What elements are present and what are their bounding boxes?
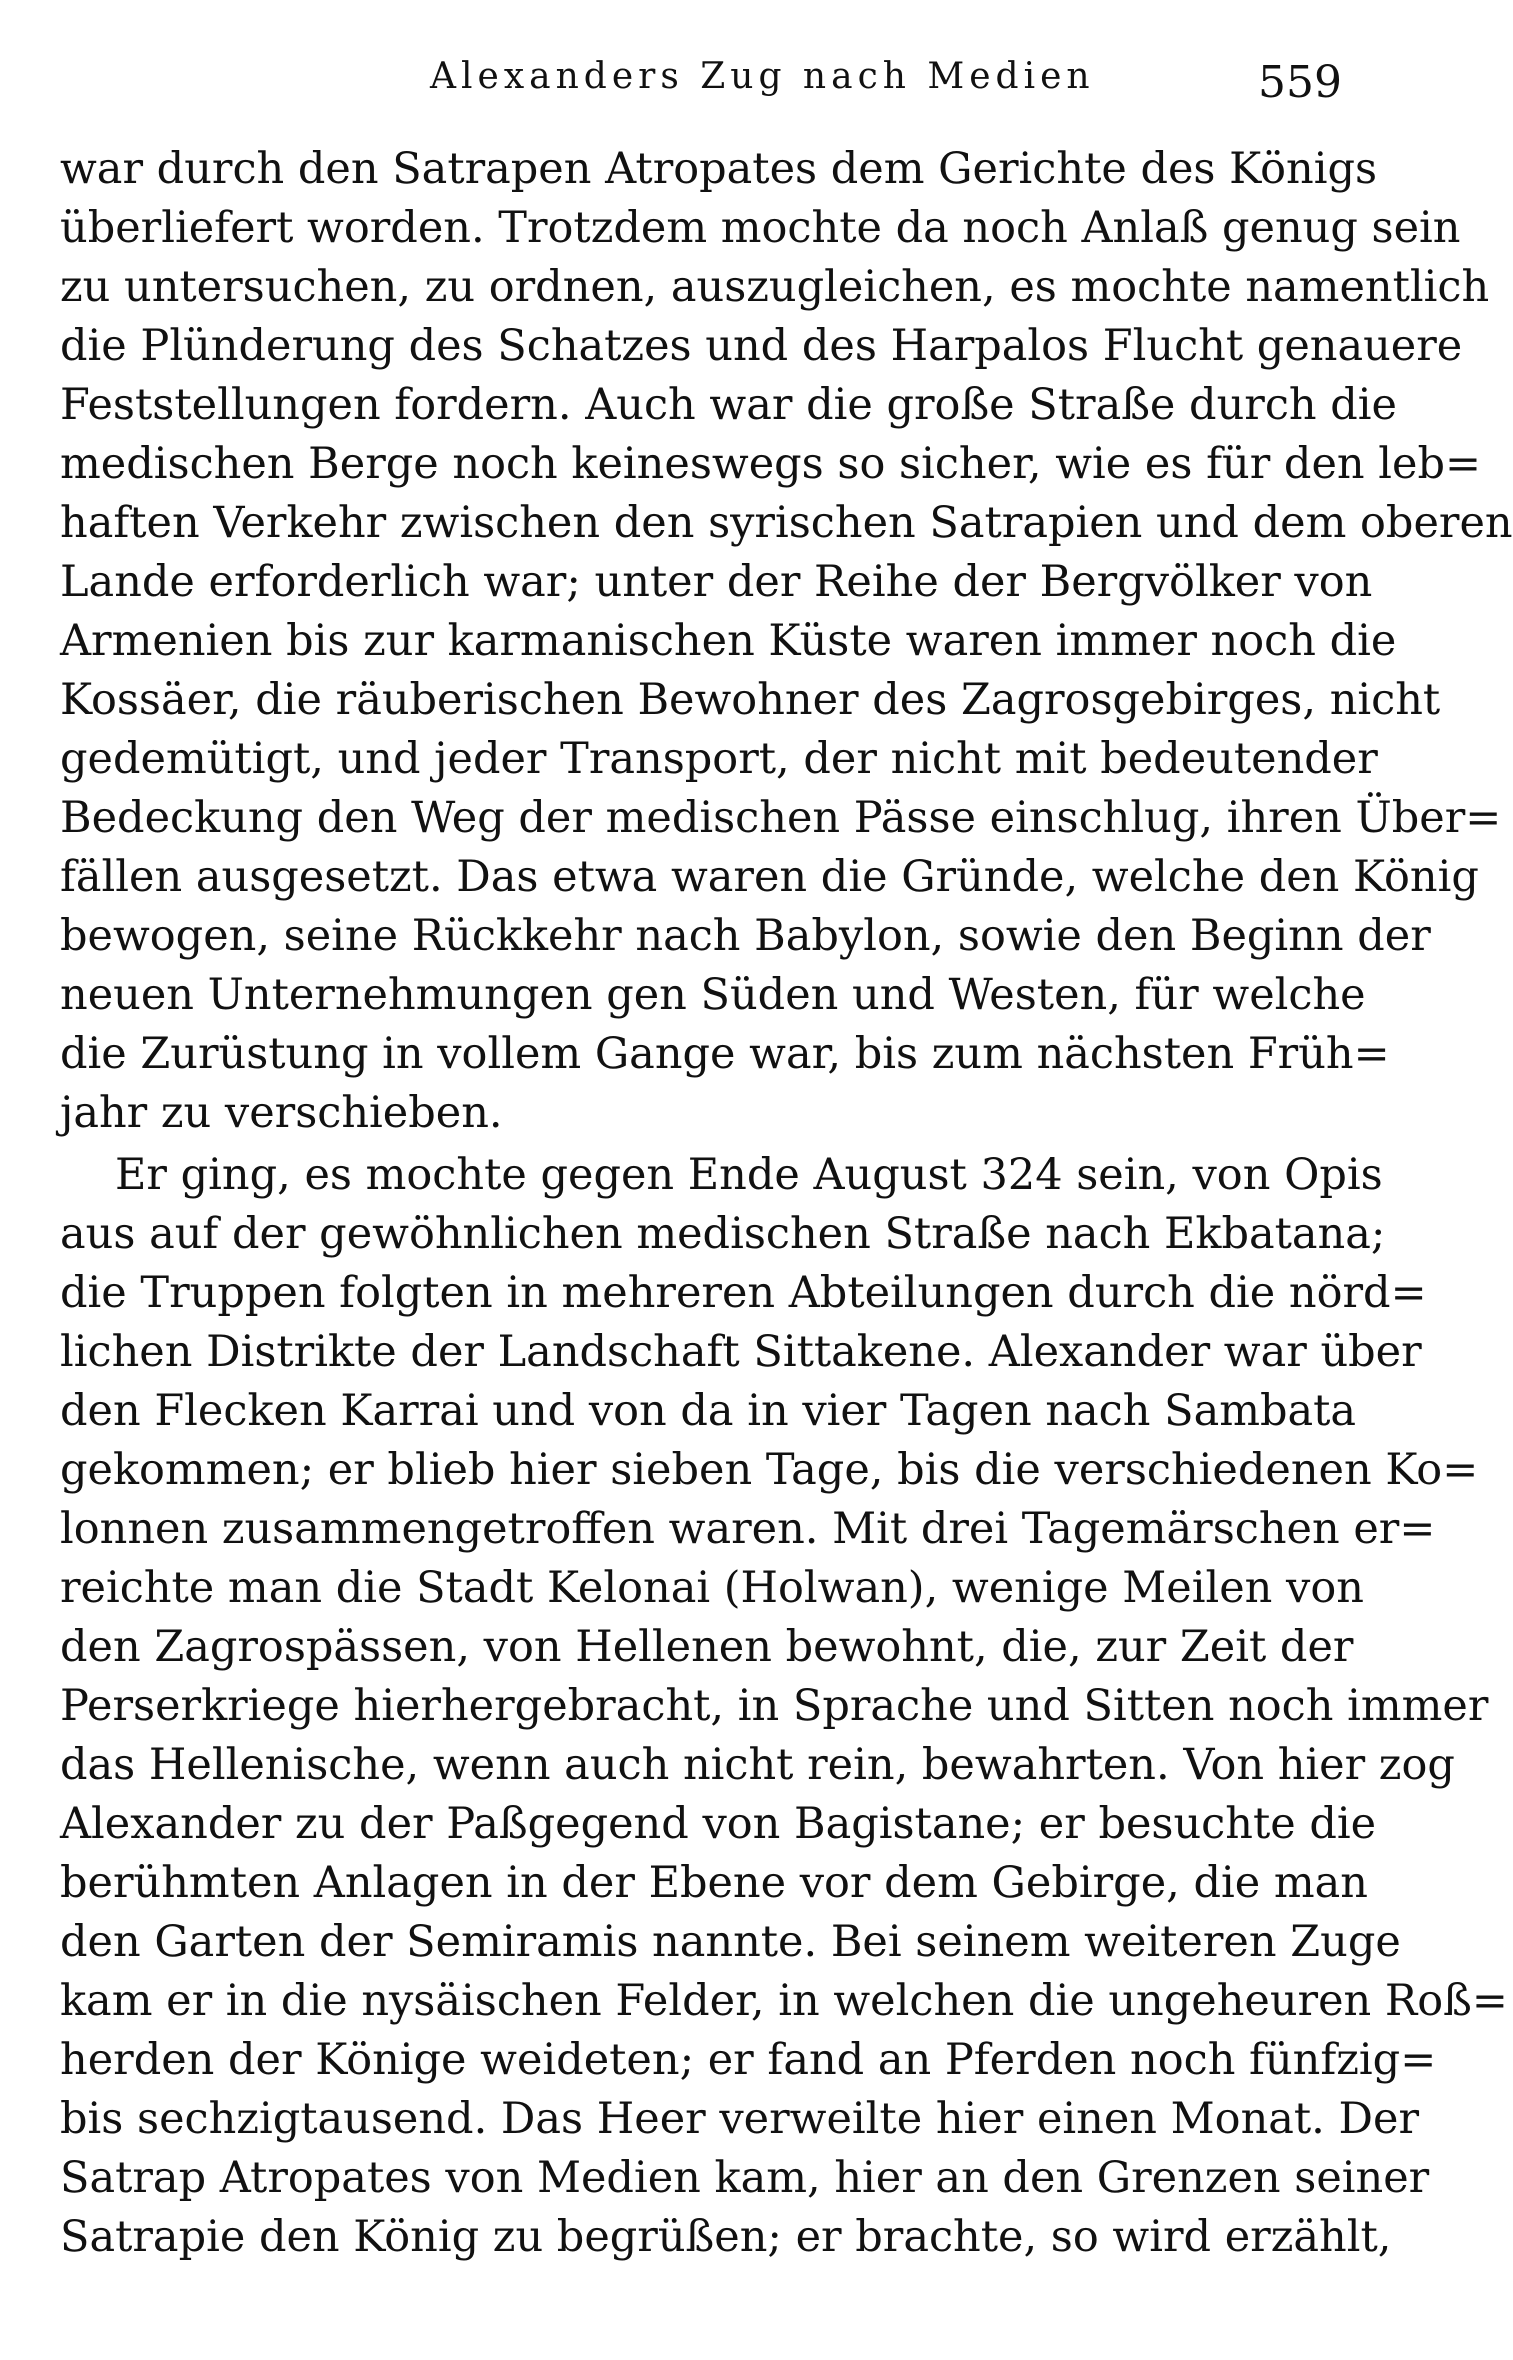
- paragraph: [60, 140, 1513, 1143]
- text-line: die Truppen folgten in mehreren Abteilungen durch die nörd=: [60, 1268, 1427, 1318]
- text-line: Er ging, es mochte gegen Ende August 324 sein, von Opis: [115, 1150, 1383, 1200]
- text-line: Bedeckung den Weg der medischen Pässe einschlug, ihren Über=: [60, 793, 1502, 843]
- text-line: aus auf der gewöhnlichen medischen Straße nach Ekbatana;: [60, 1209, 1386, 1259]
- text-line: jahr zu verschieben.: [60, 1088, 503, 1138]
- text-line: reichte man die Stadt Kelonai (Holwan), wenige Meilen von: [60, 1563, 1364, 1613]
- text-line: bewogen, seine Rückkehr nach Babylon, sowie den Beginn der: [60, 911, 1431, 961]
- text-line: herden der Könige weideten; er fand an Pferden noch fünfzig=: [60, 2035, 1437, 2085]
- running-title: Alexanders Zug nach Medien: [430, 56, 1095, 97]
- text-line: war durch den Satrapen Atropates dem Gerichte des Königs: [60, 144, 1378, 194]
- text-line: den Garten der Semiramis nannte. Bei seinem weiteren Zuge: [60, 1917, 1401, 1967]
- text-line: bis sechzigtausend. Das Heer verweilte hier einen Monat. Der: [60, 2094, 1419, 2144]
- text-line: Perserkriege hierhergebracht, in Sprache und Sitten noch immer: [60, 1681, 1489, 1731]
- text-line: überliefert worden. Trotzdem mochte da noch Anlaß genug sein: [60, 203, 1461, 253]
- text-line: die Zurüstung in vollem Gange war, bis zum nächsten Früh=: [60, 1029, 1390, 1079]
- text-line: Kossäer, die räuberischen Bewohner des Zagrosgebirges, nicht: [60, 675, 1441, 725]
- text-line: neuen Unternehmungen gen Süden und Westen, für welche: [60, 970, 1366, 1020]
- page-number: 559: [1258, 57, 1342, 108]
- text-line: Satrapie den König zu begrüßen; er brachte, so wird erzählt,: [60, 2212, 1392, 2262]
- text-line: berühmten Anlagen in der Ebene vor dem Gebirge, die man: [60, 1858, 1368, 1908]
- text-line: Feststellungen fordern. Auch war die große Straße durch die: [60, 380, 1397, 430]
- body-text: [60, 140, 1513, 2267]
- text-line: das Hellenische, wenn auch nicht rein, bewahrten. Von hier zog: [60, 1740, 1455, 1790]
- text-line: gedemütigt, und jeder Transport, der nicht mit bedeutender: [60, 734, 1378, 784]
- text-line: den Flecken Karrai und von da in vier Tagen nach Sambata: [60, 1386, 1357, 1436]
- text-line: kam er in die nysäischen Felder, in welchen die ungeheuren Roß=: [60, 1976, 1508, 2026]
- text-line: lichen Distrikte der Landschaft Sittakene. Alexander war über: [60, 1327, 1422, 1377]
- paragraph: [60, 1146, 1508, 2267]
- text-line: den Zagrospässen, von Hellenen bewohnt, die, zur Zeit der: [60, 1622, 1354, 1672]
- text-line: medischen Berge noch keineswegs so sicher, wie es für den leb=: [60, 439, 1482, 489]
- text-line: Armenien bis zur karmanischen Küste waren immer noch die: [60, 616, 1397, 666]
- text-line: lonnen zusammengetroffen waren. Mit drei Tagemärschen er=: [60, 1504, 1436, 1554]
- text-line: die Plünderung des Schatzes und des Harpalos Flucht genauere: [60, 321, 1463, 371]
- text-line: gekommen; er blieb hier sieben Tage, bis die verschiedenen Ko=: [60, 1445, 1479, 1495]
- text-line: Alexander zu der Paßgegend von Bagistane; er besuchte die: [60, 1799, 1377, 1849]
- text-line: zu untersuchen, zu ordnen, auszugleichen, es mochte namentlich: [60, 262, 1490, 312]
- text-line: haften Verkehr zwischen den syrischen Satrapien und dem oberen: [60, 498, 1513, 548]
- text-line: fällen ausgesetzt. Das etwa waren die Gründe, welche den König: [60, 852, 1479, 902]
- text-line: Satrap Atropates von Medien kam, hier an den Grenzen seiner: [60, 2153, 1430, 2203]
- running-header: [0, 52, 1399, 108]
- text-line: Lande erforderlich war; unter der Reihe der Bergvölker von: [60, 557, 1373, 607]
